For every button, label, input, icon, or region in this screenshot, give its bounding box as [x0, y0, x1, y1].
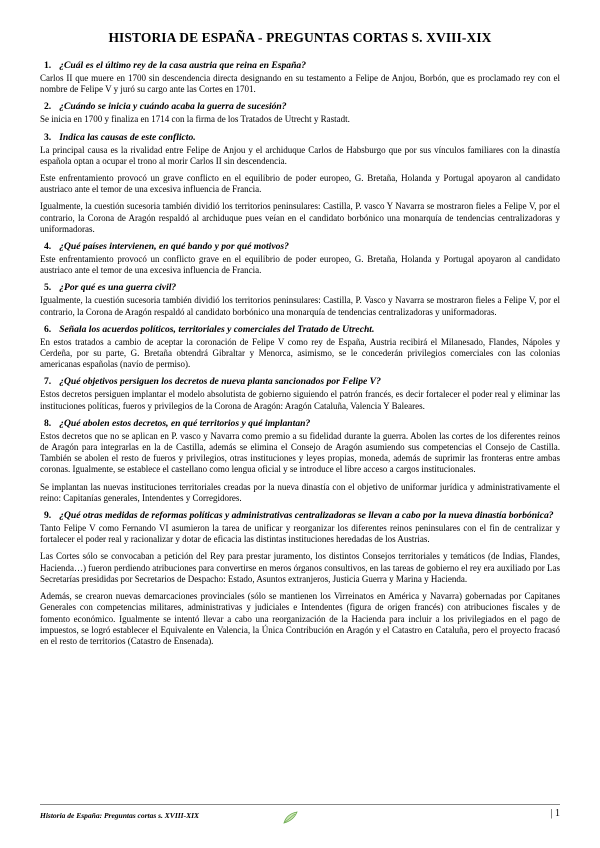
question-list — [40, 60, 560, 647]
leaf-logo-icon — [280, 808, 300, 828]
question-block — [40, 376, 560, 411]
page-title: HISTORIA DE ESPAÑA - PREGUNTAS CORTAS S. XVIII-XIX — [108, 30, 492, 45]
question-text: ¿Cuál es el último rey de la casa austria que reina en España? — [59, 60, 306, 71]
question-number: 6. — [44, 323, 52, 335]
question-heading — [40, 376, 560, 387]
answer-paragraph: En estos tratados a cambio de aceptar la coronación de Felipe V como rey de España, Austria recibirá el Milanesado, Flandes, Nápoles y Cerdeña, por su parte, G. Bretaña obtendrá Gibraltar y Menorca, asimismo, se le concederán privilegios comerciales con las colonias americanas españolas (navío de permiso). — [40, 336, 560, 370]
question-number: 5. — [44, 282, 52, 294]
question-block — [40, 241, 560, 276]
question-number: 8. — [44, 417, 52, 429]
answer-paragraph: Tanto Felipe V como Fernando VI asumieron la tarea de unificar y reorganizar los diferentes reinos peninsulares con el fin de centralizar y fortalecer el poder real y racionalizar y dotar de eficacia las distintas instituciones heredadas de los Austrias. — [40, 523, 560, 545]
question-number: 2. — [44, 101, 52, 113]
question-text: ¿Cuándo se inicia y cuándo acaba la guerra de sucesión? — [59, 101, 287, 113]
page-footer — [40, 804, 560, 835]
question-heading — [40, 282, 560, 293]
answer-paragraph: Igualmente, la cuestión sucesoria también dividió los territorios peninsulares: Castilla, P. Vasco y Navarra se mostraron fieles a Felipe V, por el contrario, la Corona de Aragón respaldó al candidato borbónico una monarquía de tendencias centralizadoras y uniformadoras. — [40, 295, 560, 317]
answer-paragraph: Las Cortes sólo se convocaban a petición del Rey para prestar juramento, los distintos Consejos territoriales y temáticos (de Indias, Flandes, Hacienda…) fueron perdiendo atribuciones para convertirse en meros órganos consultivos, en las tareas de gobierno el rey era auxiliado por Las Secretarías presididas por Secretarios de Despacho: Estado, Asuntos extranjeros, Justicia Guerra y Marina y Hacienda. — [40, 551, 560, 584]
question-number: 4. — [44, 241, 52, 253]
question-text: ¿Qué otras medidas de reformas políticas y administrativas centralizadoras se llevan a cabo por la nueva dinastía borbónica? — [59, 510, 554, 522]
document-page — [40, 30, 560, 653]
question-heading — [40, 241, 560, 252]
answer-paragraph: Este enfrentamiento provocó un conflicto grave en el equilibrio de poder europeo, G. Bretaña, Holanda y Portugal apoyaron al candidato austriaco ante el temor de una excesiva influencia de Francia. — [40, 254, 560, 276]
page-number: | 1 — [550, 808, 560, 819]
question-number: 9. — [44, 510, 52, 522]
answer-paragraph: Estos decretos persiguen implantar el modelo absolutista de gobierno siguiendo el patrón francés, es decir fortalecer el poder real y eliminar las instituciones políticas, fueros y privilegios de la Corona de Aragón: Aragón Cataluña, Valencia Y Baleares. — [40, 389, 560, 411]
answer-paragraph: Se implantan las nuevas instituciones territoriales creadas por la nueva dinastía con el objetivo de uniformar jurídica y administrativamente el reino: Capitanías generales, Intendentes y Corregidores. — [40, 481, 560, 503]
question-text: Señala los acuerdos políticos, territoriales y comerciales del Tratado de Utrecht. — [59, 323, 375, 335]
question-heading — [40, 324, 560, 335]
question-heading — [40, 60, 560, 71]
answer-paragraph: Este enfrentamiento provocó un grave conflicto en el equilibrio de poder europeo, G. Bretaña, Holanda y Portugal apoyaron al candidato austriaco ante el temor de una excesiva influencia de Francia. — [40, 173, 560, 195]
answer-paragraph: Igualmente, la cuestión sucesoria también dividió los territorios peninsulares: Castilla, P. vasco Y Navarra se mostraron fieles a Felipe V, por el contrario, la Corona de Aragón respaldó al archiduque pues veían en el candidato borbónico una monarquía de tendencias centralizadoras y uniformadoras. — [40, 201, 560, 234]
question-text: ¿Qué objetivos persiguen los decretos de nueva planta sancionados por Felipe V? — [59, 376, 381, 388]
question-text: Indica las causas de este conflicto. — [59, 131, 196, 143]
question-heading — [40, 101, 560, 112]
question-text: ¿Qué países intervienen, en qué bando y por qué motivos? — [59, 241, 289, 253]
answer-paragraph: Se inicia en 1700 y finaliza en 1714 con la firma de los Tratados de Utrecht y Rastadt. — [40, 114, 350, 125]
question-number: 1. — [44, 60, 52, 71]
question-heading — [40, 132, 560, 143]
question-block — [40, 101, 560, 125]
question-text: ¿Por qué es una guerra civil? — [59, 282, 177, 294]
question-block — [40, 60, 560, 95]
question-block — [40, 418, 560, 504]
question-block — [40, 510, 560, 647]
question-text: ¿Qué abolen estos decretos, en qué territorios y qué implantan? — [59, 417, 311, 429]
answer-paragraph: Además, se crearon nuevas demarcaciones provinciales (sólo se mantienen los Virreinatos en América y Navarra) gobernadas por Capitanes Generales con competencias militares, administrativas y judiciales e Intendentes (figura de origen francés) con atribuciones fiscales y de fomento económico. Igualmente se intentó llevar a cabo una reorganización de la Hacienda para incluir a los privilegiados en el pago de impuestos, se logró establecer el Equivalente en Valencia, la Única Contribución en Aragón y el Catastro en Cataluña, pero el proyecto fracasó en el resto de territorios (Catastro de Ensenada). — [40, 591, 560, 646]
answer-paragraph: Carlos II que muere en 1700 sin descendencia directa designando en su testamento a Felipe de Anjou, Borbón, que es proclamado rey con el nombre de Felipe V y juró su cargo ante las Cortes en 1701. — [40, 73, 560, 95]
question-heading — [40, 418, 560, 429]
question-block — [40, 282, 560, 317]
question-heading — [40, 510, 560, 521]
answer-paragraph: Estos decretos que no se aplican en P. vasco y Navarra como premio a su fidelidad durante la guerra. Abolen las cortes de los diferentes reinos de Aragón para integrarlas en la de Castilla, además se elimina el Consejo de Aragón asumiendo sus competencias el Consejo de Castilla. También se abolen el resto de fueros y privilegios, otras instituciones y leyes propias, moneda, además de suprimir las fronteras entre ambas coronas. Igualmente, se establece el castellano como lengua oficial y se introduce el libre acceso a cargos institucionales. — [40, 430, 560, 475]
question-number: 3. — [44, 131, 52, 143]
question-number: 7. — [44, 376, 52, 388]
answer-paragraph: La principal causa es la rivalidad entre Felipe de Anjou y el archiduque Carlos de Habsburgo que por sus vínculos familiares con la dinastía española optan a ocupar el trono al morir Carlos II sin descendencia. — [40, 144, 560, 166]
question-block — [40, 132, 560, 235]
question-block — [40, 324, 560, 371]
footer-title: Historia de España: Preguntas cortas s. XVIII-XIX — [40, 811, 199, 820]
